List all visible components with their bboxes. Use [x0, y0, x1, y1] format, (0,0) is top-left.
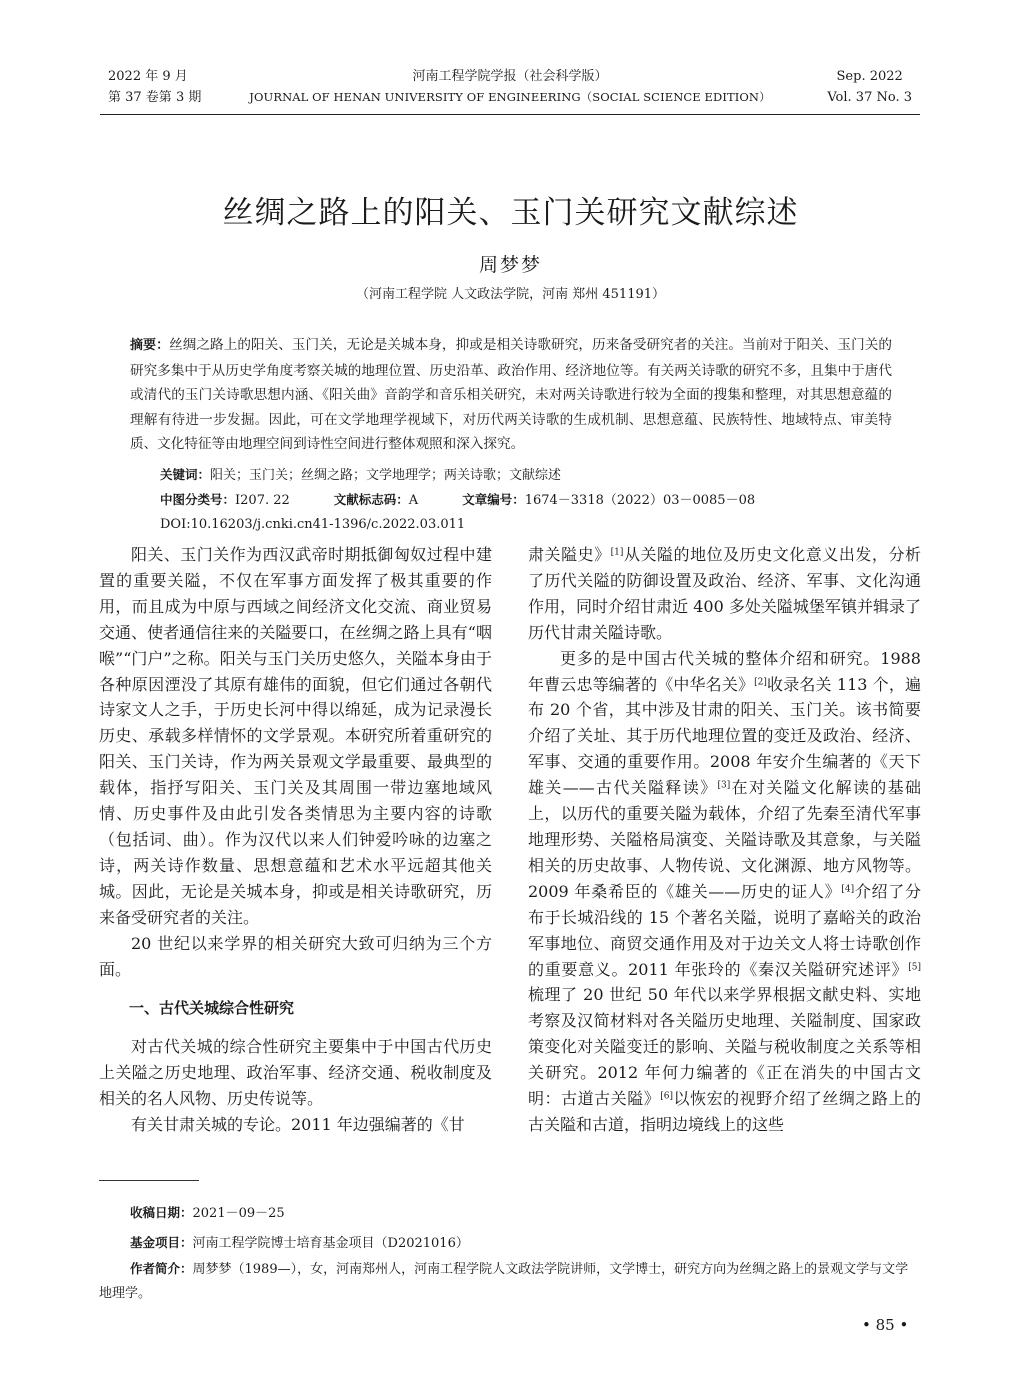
- paragraph-text: 以恢宏的视野介绍了丝绸之路上的古关隘和古道，指明边境线上的这些: [528, 1089, 921, 1134]
- doc-code-value: A: [408, 493, 419, 508]
- page-number: • 85 •: [862, 1316, 909, 1334]
- author-name: 周梦梦: [478, 254, 542, 276]
- citation-ref: [4]: [841, 884, 855, 895]
- author-affiliation: （河南工程学院 人文政法学院，河南 郑州 451191）: [355, 287, 666, 302]
- doi: DOI:10.16203/j.cnki.cn41-1396/c.2022.03.011: [160, 517, 466, 532]
- author-bio: [99, 1257, 921, 1306]
- keywords-label: 关键词：: [160, 467, 211, 482]
- received-date: [130, 1203, 285, 1224]
- paragraph-text: 肃关隘史》: [528, 545, 611, 564]
- citation-ref: [3]: [717, 780, 731, 791]
- article-no-value: 1674－3318（2022）03－0085－08: [524, 493, 756, 508]
- header-rule: [100, 114, 920, 115]
- header-volume: Vol. 37 No. 3: [827, 90, 912, 105]
- bio-label: 作者简介：: [130, 1261, 193, 1276]
- received-label: 收稿日期：: [130, 1205, 193, 1220]
- citation-ref: [2]: [754, 677, 767, 688]
- header-right: [827, 66, 912, 108]
- keywords: [160, 464, 561, 487]
- clc-value: I207. 22: [235, 493, 290, 508]
- paragraph-text: 介绍了分布于长城沿线的 15 个著名关隘，说明了嘉峪关的政治军事地位、商贸交通作用及对于边关文人将士诗歌创作的重要意义。2011 年张玲的《秦汉关隘研究述评》: [528, 881, 921, 979]
- header-date: 2022 年 9 月: [108, 69, 188, 84]
- fund-value: 河南工程学院博士培育基金项目（D2021016）: [192, 1236, 469, 1251]
- clc-label: 中图分类号：: [160, 492, 236, 507]
- paragraph-text: 收录名关 113 个，遍布 20 个省，其中涉及甘肃的阳关、玉门关。该书简要介绍了关址、其于历代地理位置的变迁及政治、经济、军事、交通的重要作用。2008 年安介生编著的《天下雄关——古代关隘释读》: [528, 674, 921, 798]
- citation-ref: [6]: [660, 1091, 674, 1102]
- header-issue: 第 37 卷第 3 期: [108, 90, 202, 105]
- document-code: [334, 489, 418, 512]
- running-header: [100, 66, 920, 116]
- body-paragraph: 有关甘肃关城的专论。2011 年边强编著的《甘: [131, 1115, 465, 1135]
- article-number: [462, 489, 755, 512]
- footnote-rule: [99, 1180, 199, 1181]
- doc-code-label: 文献标志码：: [333, 492, 409, 507]
- paragraph-text: 更多的是中国古代关城的整体介绍和研究。1988 年曹云忠等编著的《中华名关》: [528, 648, 921, 694]
- paragraph-text: 从关隘的地位及历史文化意义出发，分析了历代关隘的防御设置及政治、经济、军事、文化沟通作用，同时介绍甘肃近 400 多处关隘城堡军镇并辑录了历代甘肃关隘诗歌。: [528, 545, 921, 642]
- journal-name-cn: 河南工程学院学报（社会科学版）: [412, 69, 608, 84]
- body-paragraph: [528, 646, 921, 1138]
- citation-ref: [1]: [610, 547, 624, 558]
- article-no-label: 文章编号：: [462, 492, 525, 507]
- body-paragraph: 对古代关城的综合性研究主要集中于中国古代历史上关隘之历史地理、政治军事、经济交通、税收制度及相关的名人风物、历史传说等。: [99, 1037, 492, 1109]
- body-paragraph: 20 世纪以来学界的相关研究大致可归纳为三个方面。: [99, 933, 492, 979]
- journal-name-en: JOURNAL OF HENAN UNIVERSITY OF ENGINEERING（SOCIAL SCIENCE EDITION）: [249, 90, 771, 104]
- section-heading: 一、古代关城综合性研究: [129, 999, 295, 1018]
- body-paragraph: 阳关、玉门关作为西汉武帝时期抵御匈奴过程中建置的重要关隘，不仅在军事方面发挥了极其重要的作用，而且成为中原与西域之间经济文化交流、商业贸易交通、使者通信往来的关隘要口，在丝绸之路上具有“咽喉”“门户”之称。阳关与玉门关历史悠久，关隘本身由于各种原因湮没了其原有雄伟的面貌，但它们通过各朝代诗家文人之手，于历史长河中得以绵延，成为记录漫长历史、承载多样情怀的文学景观。本研究所着重研究的阳关、玉门关诗，作为两关景观文学最重要、最典型的载体，指抒写阳关、玉门关及其周围一带边塞地域风情、历史事件及由此引发各类情思为主要内容的诗歌（包括词、曲）。作为汉代以来人们钟爱吟咏的边塞之诗，两关诗作数量、思想意蕴和艺术水平远超其他关城。因此，无论是关城本身，抑或是相关诗歌研究，历来备受研究者的关注。: [99, 545, 492, 927]
- classification-line: [160, 489, 800, 512]
- body-paragraph: [528, 542, 921, 646]
- body-column-right: [528, 542, 921, 1138]
- abstract-text: 丝绸之路上的阳关、玉门关，无论是关城本身，抑或是相关诗歌研究，历来备受研究者的关注。当前对于阳关、玉门关的研究多集中于从历史学角度考察关城的地理位置、历史沿革、政治作用、经济地位等。有关两关诗歌的研究不多，且集中于唐代或清代的玉门关诗歌思想内涵、《阳关曲》音韵学和音乐相关研究，未对两关诗歌进行较为全面的搜集和整理，对其思想意蕴的理解有待进一步发掘。因此，可在文学地理学视域下，对历代两关诗歌的生成机制、思想意蕴、民族特性、地域特点、审美特质、文化特征等由地理空间到诗性空间进行整体观照和深入探究。: [130, 337, 892, 453]
- paragraph-text: 梳理了 20 世纪 50 年代以来学界根据文献史料、实地考察及汉简材料对各关隘历史地理、关隘制度、国家政策变化对关隘变迁的影响、关隘与税收制度之关系等相关研究。2012 年何力编著的《正在消失的中国古文明：古道古关隘》: [528, 985, 921, 1109]
- paragraph-text: 在对关隘文化解读的基础上，以历代的重要关隘为载体，介绍了先秦至清代军事地理形势、关隘格局演变、关隘诗歌及其意象，与关隘相关的历史故事、人物传说、文化渊源、地方风物等。2009 年桑希臣的《雄关——历史的证人》: [528, 778, 921, 901]
- abstract-label: 摘要：: [130, 338, 170, 353]
- bio-value: 周梦梦（1989—），女，河南郑州人，河南工程学院人文政法学院讲师，文学博士，研究方向为丝绸之路上的景观文学与文学地理学。: [99, 1262, 909, 1301]
- header-left: [108, 66, 201, 108]
- article-title: 丝绸之路上的阳关、玉门关研究文献综述: [222, 194, 799, 231]
- clc-number: [160, 489, 290, 512]
- header-date-en: Sep. 2022: [836, 69, 903, 84]
- fund-project: [130, 1233, 469, 1254]
- citation-ref: [5]: [908, 962, 921, 973]
- fund-label: 基金项目：: [130, 1235, 193, 1250]
- received-value: 2021－09－25: [192, 1206, 285, 1221]
- header-journal: [240, 66, 780, 108]
- abstract: [130, 333, 892, 457]
- keywords-text: 阳关；玉门关；丝绸之路；文学地理学；两关诗歌；文献综述: [210, 468, 562, 483]
- body-column-left: [99, 542, 492, 1138]
